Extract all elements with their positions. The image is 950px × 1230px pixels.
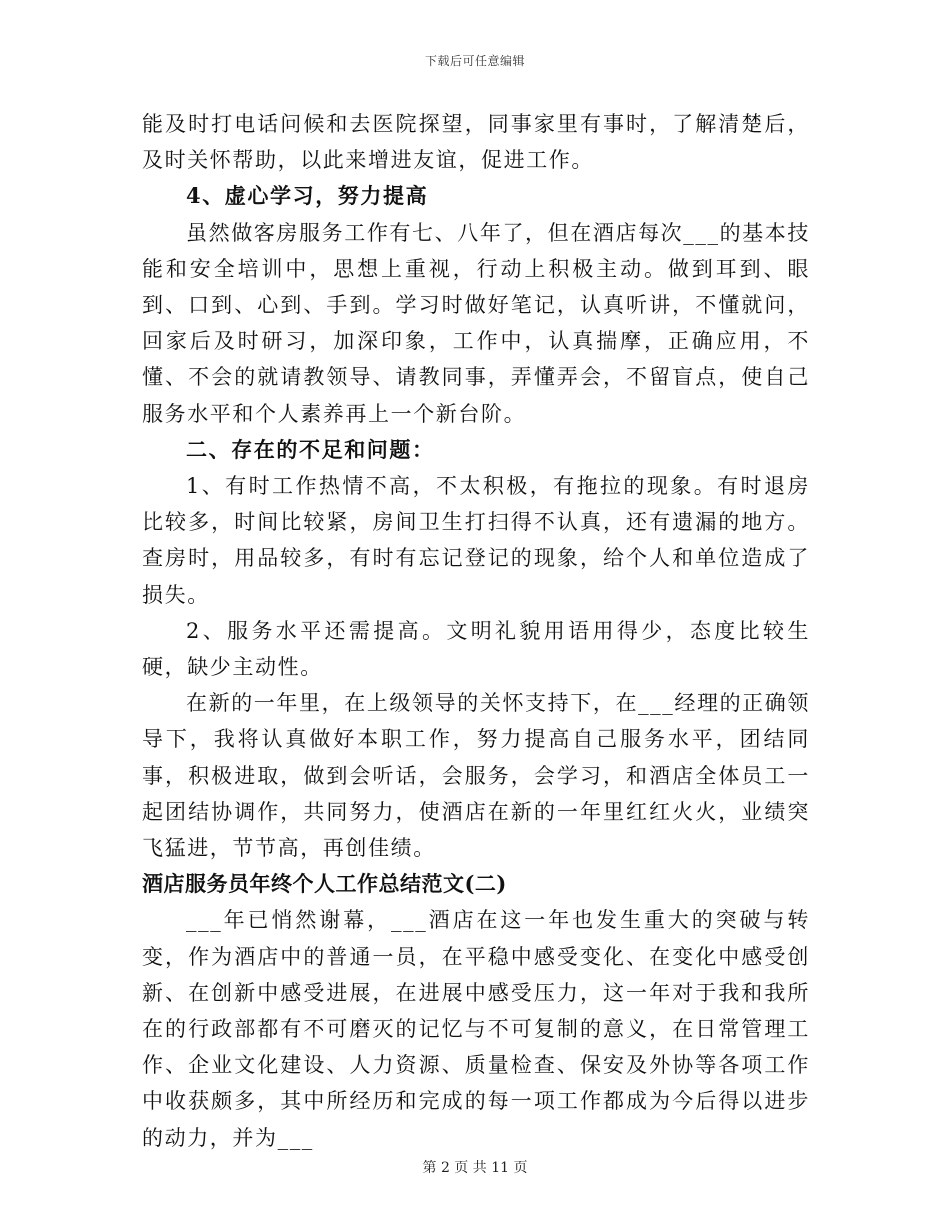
paragraph-shortcoming-1: 1、有时工作热情不高，不太积极，有拖拉的现象。有时退房比较多，时间比较紧，房间卫生打扫得不认真，还有遗漏的地方。查房时，用品较多，有时有忘记登记的现象，给个人和单位造成了损失。 (142, 474, 810, 607)
page-header-note: 下载后可任意编辑 (424, 54, 525, 68)
page-number: 第 2 页 共 11 页 (422, 1160, 528, 1176)
section-heading-shortcomings: 二、存在的不足和问题： (186, 436, 435, 462)
paragraph-continuation: 能及时打电话问候和去医院探望，同事家里有事时，了解清楚后，及时关怀帮助，以此来增进友谊，促进工作。 (142, 112, 810, 173)
paragraph-new-year-plan: 在新的一年里，在上级领导的关怀支持下，在___经理的正确领导下，我将认真做好本职工作，努力提高自己服务水平，团结同事，积极进取，做到会听话，会服务，会学习，和酒店全体员工一起团结协调作，共同努力，使酒店在新的一年里红红火火，业绩突飞猛进，节节高，再创佳绩。 (142, 691, 810, 861)
document-body (142, 106, 810, 1156)
paragraph-article-2-intro: ___年已悄然谢幕，___酒店在这一年也发生重大的突破与转变，作为酒店中的普通一员，在平稳中感受变化、在变化中感受创新、在创新中感受进展，在进展中感受压力，这一年对于我和我所在的行政部都有不可磨灭的记忆与不可复制的意义，在日常管理工作、企业文化建设、人力资源、质量检查、保安及外协等各项工作中收获颇多，其中所经历和完成的每一项工作都成为今后得以进步的动力，并为___ (142, 908, 810, 1150)
subheading-learning: 4、虚心学习，努力提高 (186, 183, 429, 209)
article-title-2: 酒店服务员年终个人工作总结范文(二) (142, 871, 507, 897)
paragraph-learning: 虽然做客房服务工作有七、八年了，但在酒店每次___的基本技能和安全培训中，思想上重视，行动上积极主动。做到耳到、眼到、口到、心到、手到。学习时做好笔记，认真听讲，不懂就问，回家后及时研习，加深印象，工作中，认真揣摩，正确应用，不懂、不会的就请教领导、请教同事，弄懂弄会，不留盲点，使自己服务水平和个人素养再上一个新台阶。 (142, 220, 810, 426)
paragraph-shortcoming-2: 2、服务水平还需提高。文明礼貌用语用得少，态度比较生硬，缺少主动性。 (142, 618, 810, 680)
